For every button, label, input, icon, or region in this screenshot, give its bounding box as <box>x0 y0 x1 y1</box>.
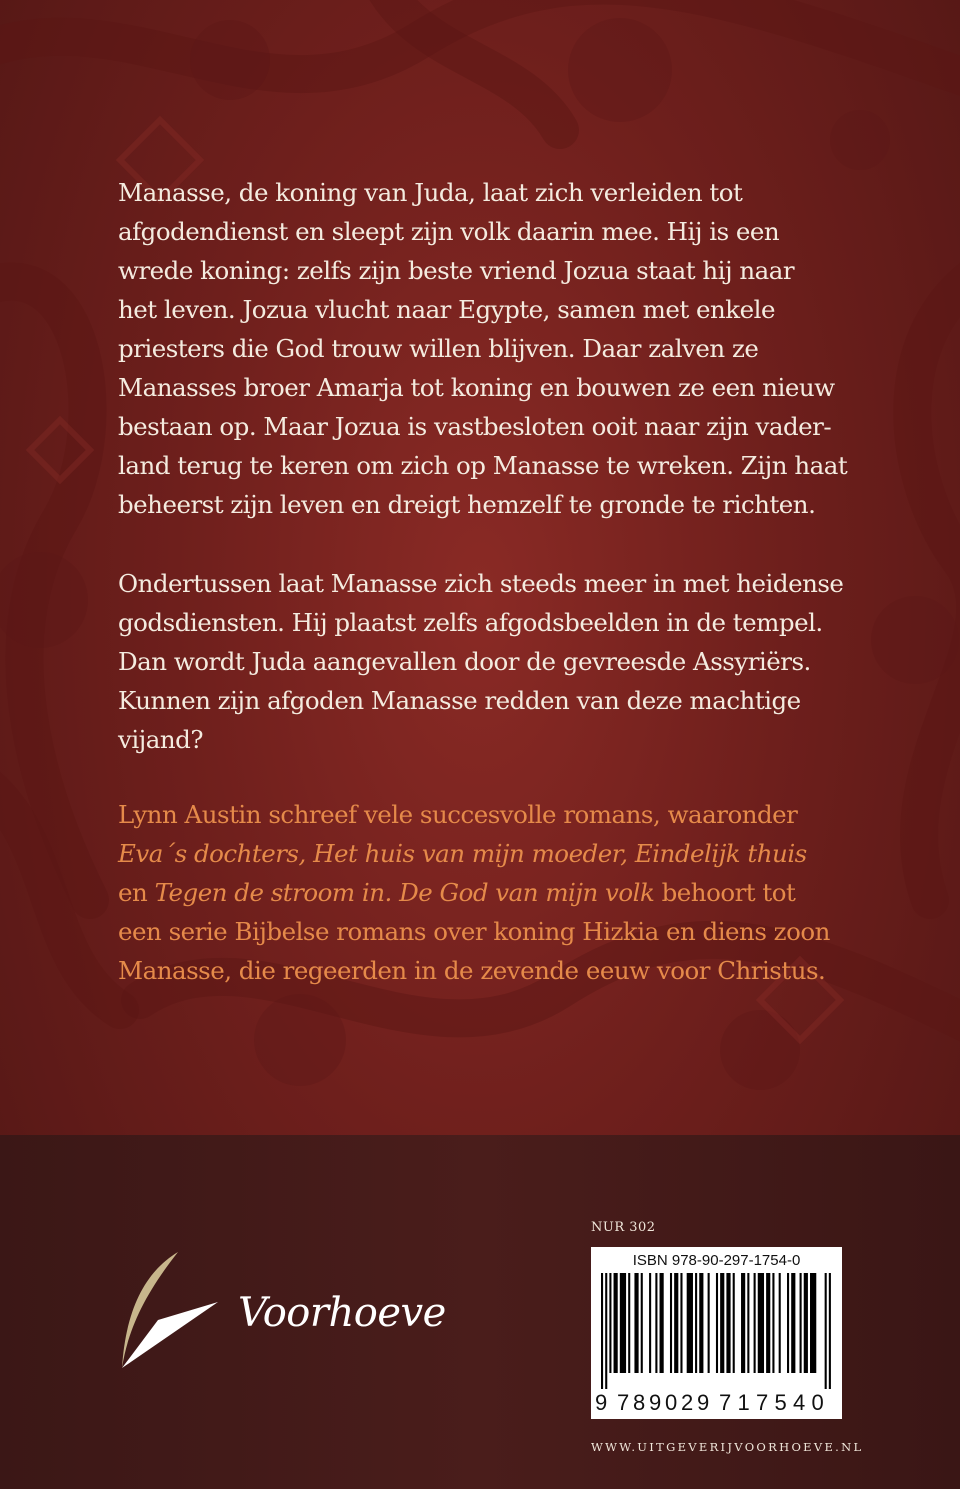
barcode-bar <box>800 1273 802 1373</box>
text-line: Manasse, die regeerden in de zevende eeuw voor Christus. <box>118 956 826 985</box>
author-paragraph <box>118 795 853 990</box>
barcode-bar <box>695 1273 697 1373</box>
barcode-digits <box>591 1390 842 1416</box>
text-line: godsdiensten. Hij plaatst zelfs afgodsbeelden in de tempel. <box>118 608 823 637</box>
barcode-bar <box>791 1273 795 1373</box>
barcode-bar <box>779 1273 781 1373</box>
book-titles-line: Eva´s dochters, Het huis van mijn moeder, Eindelijk thuis <box>118 839 807 868</box>
barcode-bar <box>699 1273 703 1373</box>
barcode-bar <box>726 1273 730 1373</box>
barcode-bar <box>720 1273 724 1373</box>
barcode-guard-bar <box>825 1273 827 1389</box>
barcode-digit: 9 <box>649 1390 662 1415</box>
barcode-bar <box>708 1273 710 1373</box>
text-line: Manasse, de koning van Juda, laat zich verleiden tot <box>118 178 743 207</box>
barcode-bar <box>634 1273 638 1373</box>
barcode-bar <box>674 1273 678 1373</box>
text-line <box>118 873 853 912</box>
barcode-bar <box>766 1273 770 1373</box>
text-line: afgodendienst en sleept zijn volk daarin mee. Hij is een <box>118 217 780 246</box>
publisher-name: Voorhoeve <box>238 1290 446 1336</box>
text-line: wrede koning: zelfs zijn beste vriend Jozua staat hij naar <box>118 256 795 285</box>
barcode-bar <box>733 1273 735 1373</box>
barcode-digit: 9 <box>697 1390 710 1415</box>
blurb-paragraph-2 <box>118 564 853 759</box>
text-line: Dan wordt Juda aangevallen door de gevreesde Assyriërs. <box>118 647 811 676</box>
text-line: land terug te keren om zich op Manasse te wreken. Zijn haat <box>118 451 848 480</box>
barcode-bar <box>620 1273 626 1373</box>
barcode-bar <box>609 1273 611 1373</box>
barcode-bar <box>680 1273 682 1373</box>
barcode-bar <box>687 1273 693 1373</box>
publisher-website: WWW.UITGEVERIJVOORHOEVE.NL <box>591 1440 864 1454</box>
barcode-bar <box>670 1273 672 1373</box>
barcode-digit: 7 <box>719 1390 732 1415</box>
barcode-bars <box>601 1273 833 1389</box>
text-suffix: behoort tot <box>654 878 796 907</box>
text-line: beheerst zijn leven en dreigt hemzelf te gronde te richten. <box>118 490 816 519</box>
barcode-bar <box>655 1273 657 1373</box>
barcode-bar <box>641 1273 643 1373</box>
text-line: Kunnen zijn afgoden Manasse redden van deze machtige <box>118 686 801 715</box>
nur-code: NUR 302 <box>591 1220 656 1235</box>
barcode-guard-bar <box>829 1273 831 1389</box>
barcode-digit: 2 <box>681 1390 694 1415</box>
barcode-guard-bar <box>601 1273 603 1389</box>
publisher-footer <box>0 1135 960 1489</box>
barcode-bar <box>758 1273 764 1373</box>
quill-icon <box>118 1250 223 1370</box>
text-prefix: en <box>118 878 155 907</box>
barcode-bar <box>660 1273 664 1373</box>
barcode-bar <box>628 1273 630 1373</box>
barcode-bar <box>614 1273 618 1373</box>
barcode-bar <box>754 1273 756 1373</box>
text-line: een serie Bijbelse romans over koning Hizkia en diens zoon <box>118 917 830 946</box>
barcode-digit: 7 <box>756 1390 769 1415</box>
barcode-bar <box>716 1273 718 1373</box>
barcode-bar <box>747 1273 749 1373</box>
barcode-digit: 4 <box>793 1390 806 1415</box>
barcode-bar <box>787 1273 789 1373</box>
barcode-digit: 7 <box>617 1390 630 1415</box>
text-line: Ondertussen laat Manasse zich steeds meer in met heidense <box>118 569 844 598</box>
isbn-barcode <box>591 1247 842 1419</box>
barcode-bar <box>741 1273 745 1373</box>
text-line: priesters die God trouw willen blijven. Daar zalven ze <box>118 334 759 363</box>
barcode-digit: 8 <box>633 1390 646 1415</box>
book-titles-inline: Tegen de stroom in. De God van mijn volk <box>154 878 655 907</box>
barcode-bar <box>810 1273 816 1373</box>
barcode-guard-bar <box>605 1273 607 1389</box>
text-line: vijand? <box>118 725 203 754</box>
text-line: bestaan op. Maar Jozua is vastbesloten ooit naar zijn vader- <box>118 412 832 441</box>
text-line: Manasses broer Amarja tot koning en bouwen ze een nieuw <box>118 373 835 402</box>
barcode-bar <box>772 1273 774 1373</box>
barcode-digit: 5 <box>774 1390 787 1415</box>
blurb-paragraph-1 <box>118 173 853 524</box>
barcode-digit: 1 <box>737 1390 750 1415</box>
isbn-label: ISBN 978-90-297-1754-0 <box>632 1252 801 1269</box>
barcode-digit: 0 <box>811 1390 824 1415</box>
barcode-digit: 0 <box>665 1390 678 1415</box>
text-line: het leven. Jozua vlucht naar Egypte, samen met enkele <box>118 295 775 324</box>
barcode-bar <box>804 1273 808 1373</box>
text-line: Lynn Austin schreef vele succesvolle romans, waaronder <box>118 800 798 829</box>
barcode-digit: 9 <box>595 1390 608 1415</box>
barcode-bar <box>649 1273 651 1373</box>
